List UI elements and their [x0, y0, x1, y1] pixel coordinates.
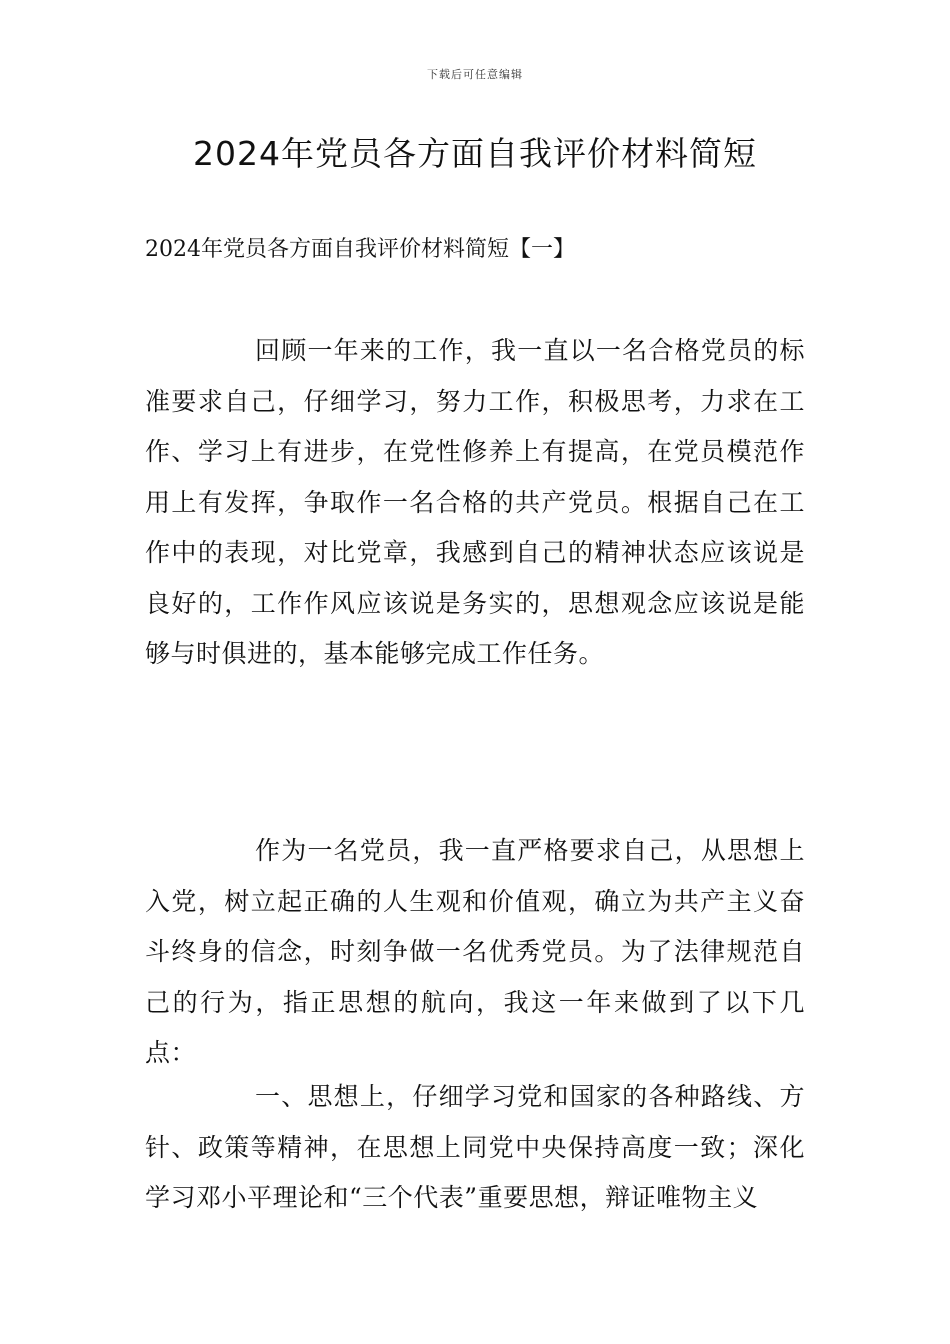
header-note: 下载后可任意编辑	[427, 68, 523, 81]
section-heading: 2024年党员各方面自我评价材料简短【一】	[145, 237, 575, 262]
paragraph-1: 回顾一年来的工作，我一直以一名合格党员的标准要求自己，仔细学习，努力工作，积极思考，力求在工作、学习上有进步，在党性修养上有提高，在党员模范作用上有发挥，争取作一名合格的共产党员。根据自己在工作中的表现，对比党章，我感到自己的精神状态应该说是良好的，工作作风应该说是务实的，思想观念应该说是能够与时俱进的，基本能够完成工作任务。	[145, 336, 805, 668]
paragraph-2: 作为一名党员，我一直严格要求自己，从思想上入党，树立起正确的人生观和价值观，确立为共产主义奋斗终身的信念，时刻争做一名优秀党员。为了法律规范自己的行为，指正思想的航向，我这一年来做到了以下几点：	[145, 836, 805, 1067]
document-title: 2024年党员各方面自我评价材料简短	[193, 134, 757, 173]
paragraph-3: 一、思想上，仔细学习党和国家的各种路线、方针、政策等精神，在思想上同党中央保持高度一致；深化学习邓小平理论和“三个代表”重要思想，辩证唯物主义	[145, 1082, 805, 1212]
